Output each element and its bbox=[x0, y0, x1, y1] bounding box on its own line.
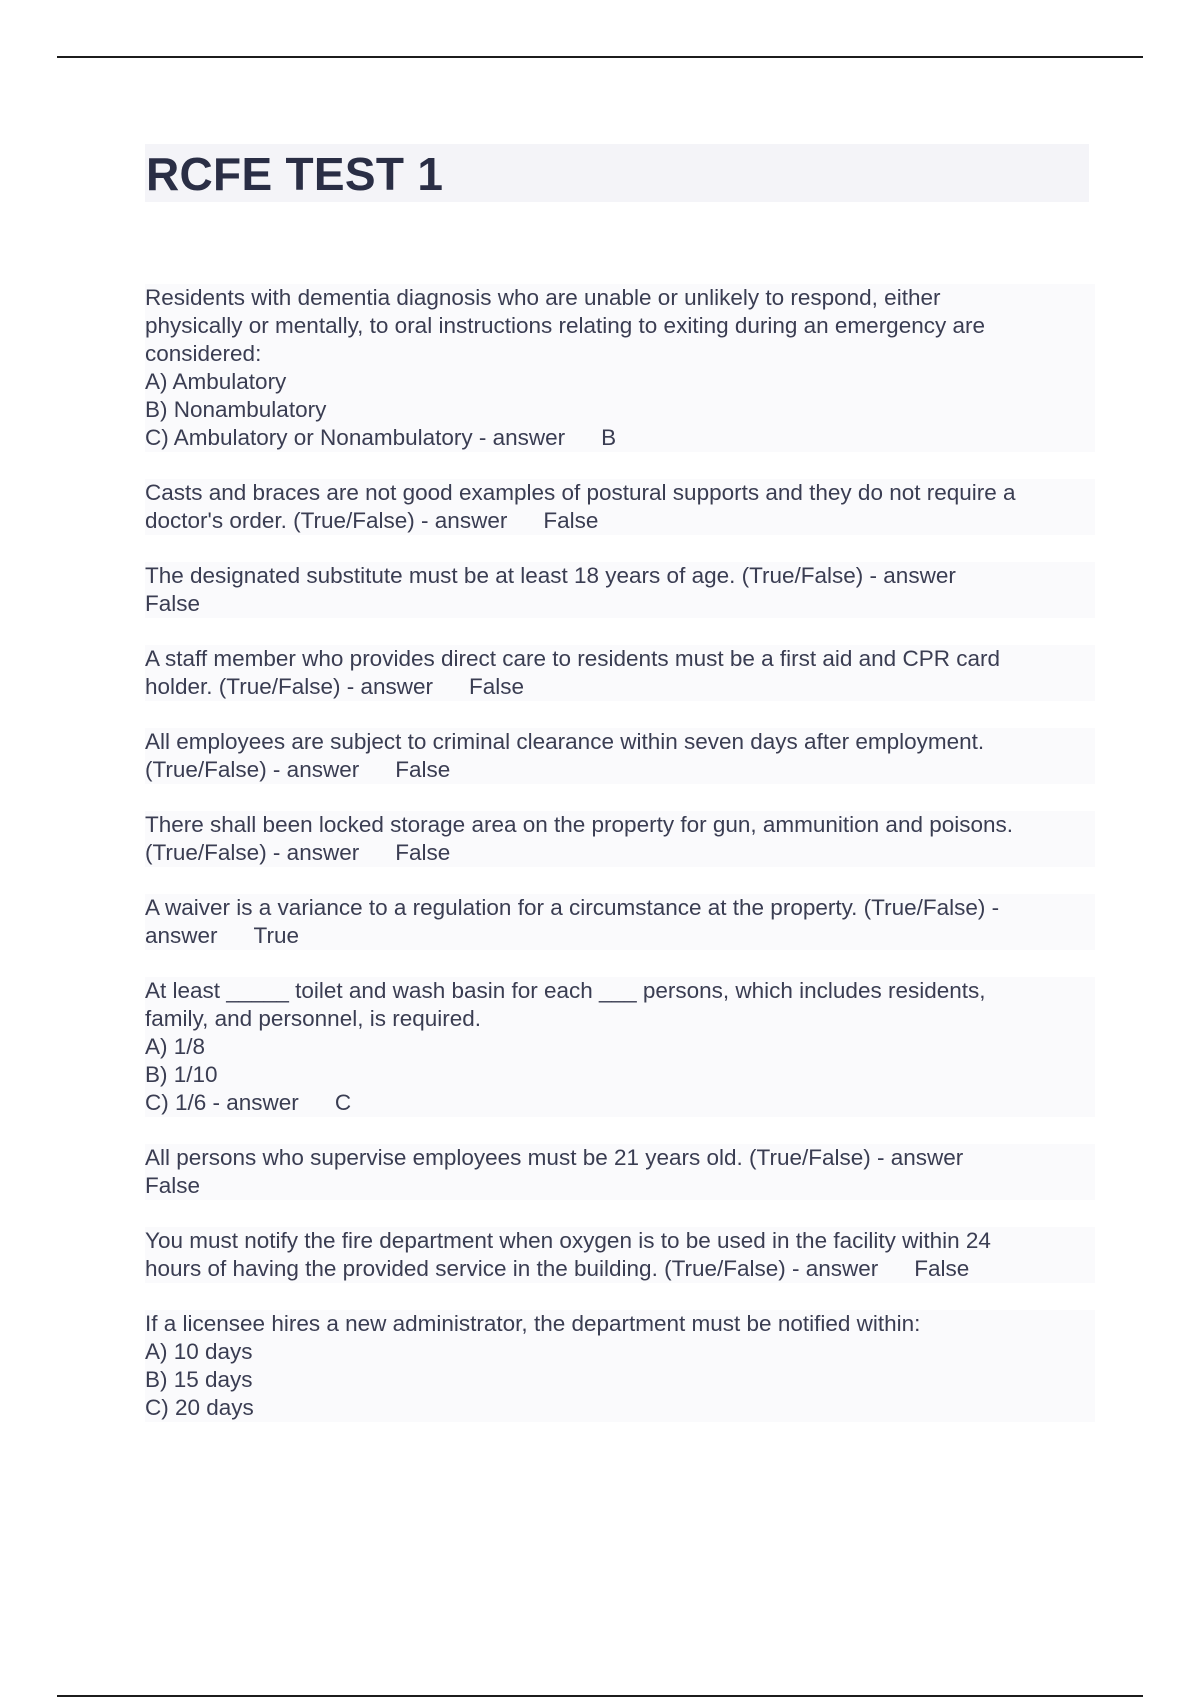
option-b: B) Nonambulatory bbox=[145, 397, 327, 422]
question-line: (True/False) - answer bbox=[145, 757, 360, 782]
answer-value: False bbox=[469, 674, 525, 699]
option-a: A) 10 days bbox=[145, 1339, 253, 1364]
option-c: C) 1/6 - answer bbox=[145, 1090, 299, 1115]
question-line: A waiver is a variance to a regulation for a circumstance at the property. (True/False) - bbox=[145, 895, 1000, 920]
question-item bbox=[145, 977, 1095, 1117]
question-line: At least _____ toilet and wash basin for each ___ persons, which includes residents, bbox=[145, 978, 986, 1003]
question-item bbox=[145, 1144, 1095, 1200]
question-line: Casts and braces are not good examples of postural supports and they do not require a bbox=[145, 480, 1016, 505]
question-item bbox=[145, 645, 1095, 701]
option-c: C) Ambulatory or Nonambulatory - answer bbox=[145, 425, 566, 450]
answer-value: False bbox=[145, 591, 201, 616]
question-item bbox=[145, 562, 1095, 618]
option-c: C) 20 days bbox=[145, 1395, 254, 1420]
question-line: There shall been locked storage area on the property for gun, ammunition and poisons. bbox=[145, 812, 1014, 837]
option-b: B) 1/10 bbox=[145, 1062, 218, 1087]
answer-value: False bbox=[395, 840, 451, 865]
answer-value: C bbox=[334, 1090, 352, 1115]
question-line: hours of having the provided service in the building. (True/False) - answer bbox=[145, 1256, 879, 1281]
question-line: doctor's order. (True/False) - answer bbox=[145, 508, 508, 533]
question-line: A staff member who provides direct care to residents must be a first aid and CPR card bbox=[145, 646, 1000, 671]
answer-value: False bbox=[145, 1173, 201, 1198]
answer-value: True bbox=[253, 923, 299, 948]
question-line: considered: bbox=[145, 341, 262, 366]
question-item bbox=[145, 284, 1095, 452]
question-line: You must notify the fire department when oxygen is to be used in the facility within 24 bbox=[145, 1228, 991, 1253]
question-item bbox=[145, 811, 1095, 867]
answer-value: B bbox=[601, 425, 617, 450]
option-a: A) 1/8 bbox=[145, 1034, 206, 1059]
question-line: All persons who supervise employees must be 21 years old. (True/False) - answer bbox=[145, 1145, 964, 1170]
bottom-divider bbox=[57, 1695, 1143, 1697]
page-title: RCFE TEST 1 bbox=[146, 148, 444, 200]
answer-value: False bbox=[914, 1256, 970, 1281]
option-a: A) Ambulatory bbox=[145, 369, 287, 394]
answer-value: False bbox=[395, 757, 451, 782]
answer-value: False bbox=[543, 508, 599, 533]
question-line: answer bbox=[145, 923, 218, 948]
question-line: (True/False) - answer bbox=[145, 840, 360, 865]
top-divider bbox=[57, 56, 1143, 58]
question-item bbox=[145, 728, 1095, 784]
question-line: family, and personnel, is required. bbox=[145, 1006, 482, 1031]
question-item bbox=[145, 1227, 1095, 1283]
question-line: If a licensee hires a new administrator, the department must be notified within: bbox=[145, 1311, 921, 1336]
question-line: The designated substitute must be at least 18 years of age. (True/False) - answer bbox=[145, 563, 956, 588]
question-line: Residents with dementia diagnosis who are unable or unlikely to respond, either bbox=[145, 285, 941, 310]
question-list bbox=[145, 284, 1095, 1449]
question-line: All employees are subject to criminal clearance within seven days after employment. bbox=[145, 729, 985, 754]
option-b: B) 15 days bbox=[145, 1367, 253, 1392]
question-item bbox=[145, 1310, 1095, 1422]
question-line: physically or mentally, to oral instructions relating to exiting during an emergency are bbox=[145, 313, 985, 338]
question-line: holder. (True/False) - answer bbox=[145, 674, 434, 699]
question-item bbox=[145, 894, 1095, 950]
question-item bbox=[145, 479, 1095, 535]
